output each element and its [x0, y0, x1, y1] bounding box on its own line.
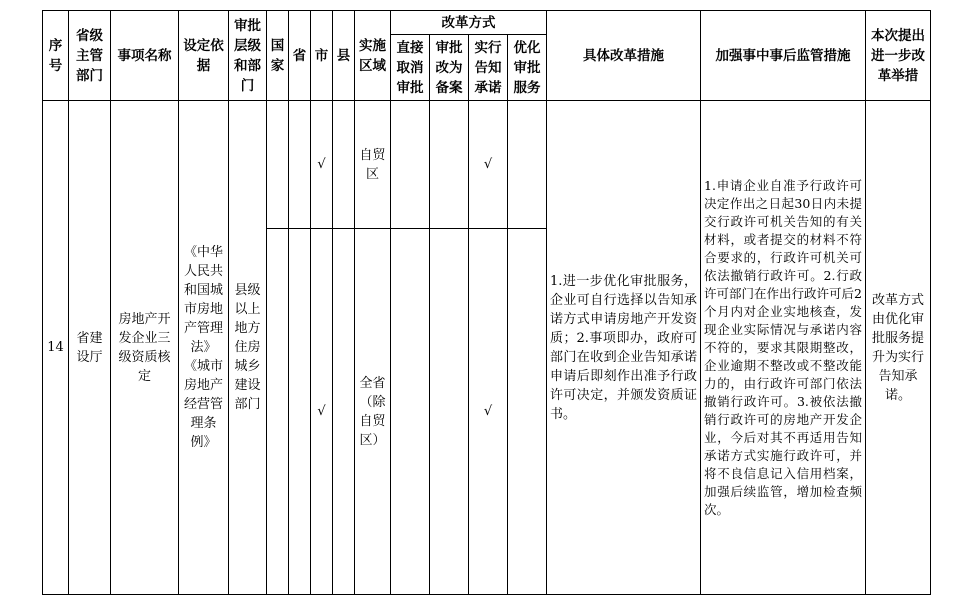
header-reform-group: 改革方式	[391, 11, 547, 35]
header-province: 省	[289, 11, 311, 101]
header-cancel: 直接取消审批	[391, 35, 430, 101]
cell-region-2: 全省（除自贸区）	[355, 229, 391, 595]
header-further: 本次提出进一步改革举措	[866, 11, 931, 101]
header-seq: 序号	[43, 11, 69, 101]
cell-county-1	[333, 101, 355, 229]
cell-measures: 1.进一步优化审批服务，企业可自行选择以告知承诺方式申请房地产开发资质；2.事项即办，政府可部门在收到企业告知承诺申请后即刻作出准予行政许可决定，并颁发资质证书。	[547, 101, 701, 595]
cell-province-1	[289, 101, 311, 229]
header-supervision: 加强事中事后监管措施	[701, 11, 866, 101]
cell-city-1: √	[311, 101, 333, 229]
cell-province-2	[289, 229, 311, 595]
cell-region-1: 自贸区	[355, 101, 391, 229]
header-county: 县	[333, 11, 355, 101]
cell-national-1	[267, 101, 289, 229]
cell-notify-2: √	[469, 229, 508, 595]
cell-optimize-2	[508, 229, 547, 595]
cell-record-1	[430, 101, 469, 229]
cell-item: 房地产开发企业三级资质核定	[111, 101, 179, 595]
cell-national-2	[267, 229, 289, 595]
cell-cancel-2	[391, 229, 430, 595]
cell-seq: 14	[43, 101, 69, 595]
header-basis: 设定依据	[179, 11, 229, 101]
header-dept: 省级主管部门	[69, 11, 111, 101]
header-level: 审批层级和部门	[229, 11, 267, 101]
header-item: 事项名称	[111, 11, 179, 101]
cell-notify-1: √	[469, 101, 508, 229]
header-city: 市	[311, 11, 333, 101]
header-measures: 具体改革措施	[547, 11, 701, 101]
cell-cancel-1	[391, 101, 430, 229]
cell-optimize-1	[508, 101, 547, 229]
cell-county-2	[333, 229, 355, 595]
reform-table	[42, 10, 931, 595]
header-region: 实施区域	[355, 11, 391, 101]
header-record: 审批改为备案	[430, 35, 469, 101]
cell-level: 县级以上地方住房城乡建设部门	[229, 101, 267, 595]
cell-basis: 《中华人民共和国城市房地产管理法》《城市房地产经营管理条例》	[179, 101, 229, 595]
header-national: 国家	[267, 11, 289, 101]
cell-dept: 省建设厅	[69, 101, 111, 595]
cell-city-2: √	[311, 229, 333, 595]
header-notify: 实行告知承诺	[469, 35, 508, 101]
header-optimize: 优化审批服务	[508, 35, 547, 101]
cell-further: 改革方式由优化审批服务提升为实行告知承诺。	[866, 101, 931, 595]
cell-record-2	[430, 229, 469, 595]
cell-supervision: 1.申请企业自准予行政许可决定作出之日起30日内未提交行政许可机关告知的有关材料，或者提交的材料不符合要求的，行政许可机关可依法撤销行政许可。2.行政许可部门在作出行政许可后2个月内对企业实地核查，发现企业实际情况与承诺内容不符的，要求其限期整改，企业逾期不整改或不整改能力的，由行政许可部门依法撤销行政许可。3.被依法撤销行政许可的房地产开发企业，今后对其不再适用告知承诺方式实施行政许可，并将不良信息记入信用档案，加强后续监管，增加检查频次。	[701, 101, 866, 595]
